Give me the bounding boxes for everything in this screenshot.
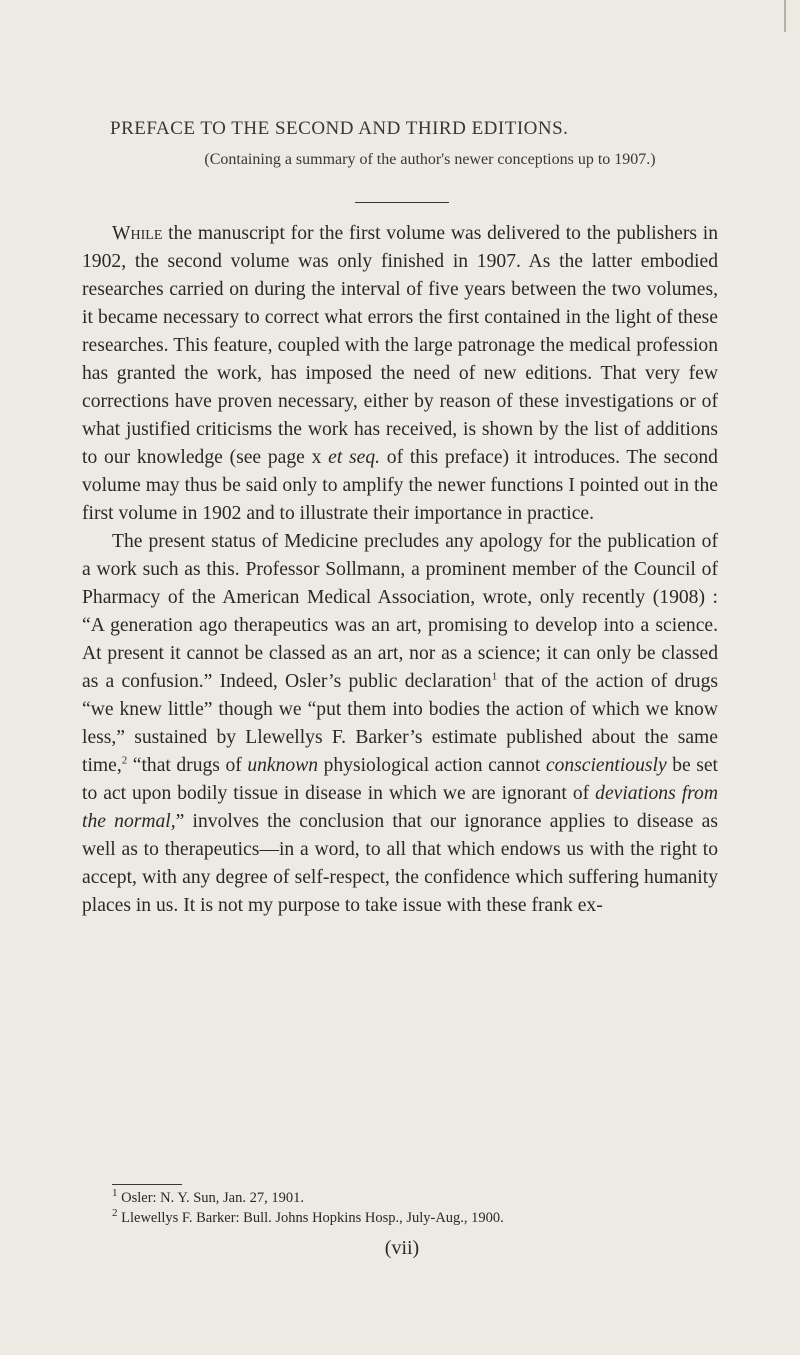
paragraph-2-text-f: ” involves the conclusion that our ignorance applies to disease as well as to therapeutics—in a word, to all that which endows us with the right to accept, with any degree of self-respect, the confidence which suffering humanity places in us. It is not my purpose to take issue with these frank ex-	[82, 811, 719, 916]
paragraph-2-italic-c: deviations from the normal,	[82, 783, 718, 832]
footnote-mark-1: 1	[112, 1187, 118, 1200]
paragraph-1-italic: et seq.	[328, 447, 381, 468]
page-number: (vii)	[384, 1237, 420, 1259]
footnote-2	[112, 1208, 732, 1228]
paragraph-1-text-2: of this preface) it introduces. The second volume may thus be said only to amplify the newer functions I pointed out in the first volume in 1902 and to illustrate their importance in practice.	[82, 447, 718, 524]
body-text	[82, 220, 718, 920]
paragraph-2	[82, 528, 718, 920]
footnote-mark-2: 2	[112, 1207, 118, 1220]
footnote-1	[112, 1188, 732, 1208]
paragraph-1	[82, 220, 718, 528]
paragraph-2-text-a: The present status of Medicine precludes any apology for the publication of a work such as this. Professor Sollmann, a prominent member of the Council of Pharmacy of the American Medical Association, wrote, only recently (1908) : “A generation ago therapeutics was an art, promising to develop into a science. At present it cannot be classed as an art, nor as a science; it can only be classed as a confusion.” Indeed, Osler’s public declaration	[82, 531, 718, 692]
footnote-1-text: Osler: N. Y. Sun, Jan. 27, 1901.	[117, 1190, 304, 1206]
footnote-ref-1: 1	[491, 670, 498, 683]
page-heading: PREFACE TO THE SECOND AND THIRD EDITIONS.	[110, 118, 569, 139]
heading-divider	[355, 202, 449, 203]
footnotes	[112, 1188, 732, 1228]
paragraph-2-italic-b: conscientiously	[545, 755, 667, 776]
paragraph-2-text-d: physiological action cannot	[318, 755, 546, 776]
page-edge-mark	[784, 0, 786, 32]
paragraph-2-italic-a: unknown	[247, 755, 319, 776]
paragraph-2-text-e: be set to act upon bodily tissue in disease in which we are ignorant of	[82, 755, 718, 804]
paragraph-1-text: the manuscript for the first volume was delivered to the publishers in 1902, the second volume was only finished in 1907. As the latter embodied researches carried on during the interval of five years between the two volumes, it became necessary to correct what errors the first contained in the light of these researches. This feature, coupled with the large patronage the medical profession has granted the work, has imposed the need of new editions. That very few corrections have proven necessary, either by reason of these investigations or of what justified criticisms the work has received, is shown by the list of additions to our knowledge (see page x	[82, 223, 718, 468]
footnote-ref-2: 2	[121, 754, 128, 767]
page-subheading: (Containing a summary of the author's newer conceptions up to 1907.)	[204, 151, 656, 168]
paragraph-2-text-b: that of the action of drugs “we knew little” though we “put them into bodies the action of which we know less,” sustained by Llewellys F. Barker’s estimate published about the same time,	[82, 671, 718, 776]
footnote-divider	[112, 1184, 182, 1185]
footnote-2-text: Llewellys F. Barker: Bull. Johns Hopkins Hosp., July-Aug., 1900.	[117, 1210, 504, 1226]
paragraph-2-text-c: “that drugs of	[127, 755, 248, 776]
paragraph-lead-word: While	[112, 223, 163, 244]
